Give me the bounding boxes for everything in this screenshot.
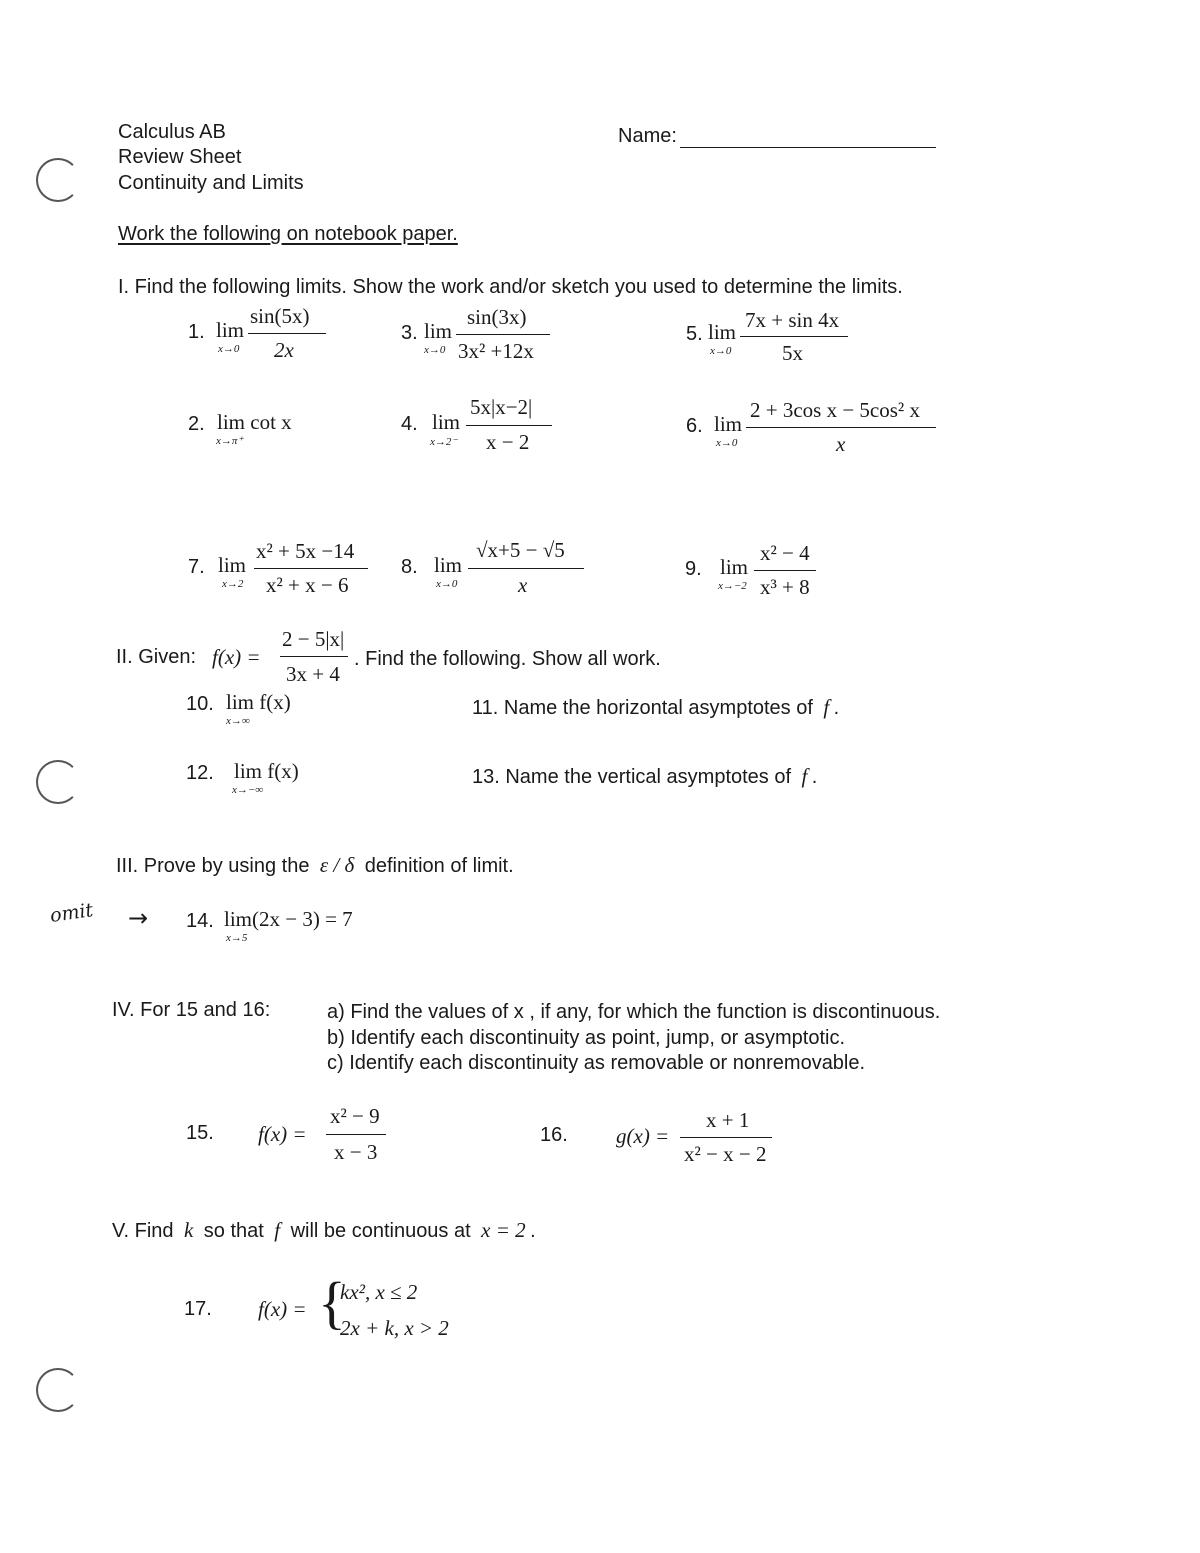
fraction-bar [248, 333, 326, 334]
denominator: x − 3 [334, 1140, 378, 1164]
numerator: x² − 9 [330, 1104, 380, 1128]
k-symbol: k [183, 1218, 194, 1242]
problem-number: 10. [186, 693, 214, 715]
handwritten-arrow: → [128, 904, 149, 932]
problem-number: 5. [686, 323, 703, 345]
case-1: kx², x ≤ 2 [340, 1280, 418, 1304]
problem-number: 17. [184, 1298, 212, 1320]
problem-11 [472, 695, 839, 720]
problem-number: 7. [188, 556, 205, 578]
problem-number: 3. [401, 322, 418, 344]
problem-number: 4. [401, 413, 418, 435]
period: . [833, 697, 840, 719]
denominator: 5x [782, 341, 803, 365]
section5-heading [112, 1218, 536, 1243]
lim-expression: lim f(x) [226, 690, 291, 714]
lim: lim [432, 410, 461, 434]
function-denominator: 3x + 4 [286, 662, 340, 686]
numerator: 7x + sin 4x [745, 308, 840, 332]
topic-title: Continuity and Limits [118, 172, 304, 194]
fraction-bar [280, 656, 348, 657]
denominator: x³ + 8 [760, 575, 810, 599]
lim: lim [714, 412, 743, 436]
numerator: √x+5 − √5 [476, 538, 565, 562]
instruction: Work the following on notebook paper. [118, 223, 458, 245]
fraction-bar [254, 568, 368, 569]
lim-sub: x→0 [424, 344, 446, 356]
lim-expression: lim cot x [217, 410, 292, 434]
lim-sub: x→∞ [226, 715, 250, 727]
section4-part-b: b) Identify each discontinuity as point, jump, or asymptotic. [327, 1027, 846, 1049]
lim: lim [434, 553, 463, 577]
function-symbol: f [823, 695, 830, 719]
lim-sub: x→0 [710, 345, 732, 357]
name-label: Name: [618, 125, 677, 147]
continuity-condition: x = 2 [481, 1218, 526, 1242]
section4-part-c: c) Identify each discontinuity as removable or nonremovable. [327, 1052, 866, 1074]
problem-number: 15. [186, 1122, 214, 1144]
fraction-bar [466, 425, 552, 426]
lim-sub: x→0 [716, 437, 738, 449]
lim-sub: x→0 [218, 343, 240, 355]
numerator: x² − 4 [760, 541, 810, 565]
binder-hole-top [36, 158, 80, 202]
lim-sub: x→−2 [718, 580, 747, 592]
lim-sub: x→5 [226, 932, 248, 944]
numerator: x + 1 [706, 1108, 750, 1132]
section4-part-a: a) Find the values of x , if any, for which the function is discontinuous. [327, 1001, 941, 1023]
denominator: 2x [274, 338, 294, 362]
numerator: x² + 5x −14 [256, 539, 355, 563]
denominator: 3x² +12x [458, 339, 534, 363]
course-title: Calculus AB [118, 121, 226, 143]
problem-number: 9. [685, 558, 702, 580]
case-2: 2x + k, x > 2 [340, 1316, 449, 1340]
heading-part-a: III. Prove by using the [116, 855, 310, 877]
function-numerator: 2 − 5|x| [282, 627, 345, 651]
heading-part-c: will be continuous at [290, 1220, 471, 1242]
function-lhs: g(x) = [616, 1124, 670, 1148]
lim-sub: x→−∞ [232, 784, 264, 796]
section1-heading: I. Find the following limits. Show the work and/or sketch you used to determine the limits. [118, 276, 903, 298]
function-lhs: f(x) = [258, 1122, 307, 1146]
lim: lim [216, 318, 245, 342]
epsilon-delta-symbol: ε / δ [319, 853, 355, 877]
piecewise-brace: { [318, 1270, 346, 1335]
lim: lim [708, 320, 737, 344]
lim: lim [424, 319, 453, 343]
fraction-bar [740, 336, 848, 337]
fraction-bar [754, 570, 816, 571]
problem-number: 1. [188, 321, 205, 343]
lim: lim [218, 553, 247, 577]
section3-heading [116, 853, 514, 878]
heading-part-a: V. Find [112, 1220, 174, 1242]
section4-heading: IV. For 15 and 16: [112, 999, 271, 1021]
given-label: II. Given: [116, 646, 197, 668]
handwritten-omit-note: omit [48, 899, 95, 927]
lim-expression: lim f(x) [234, 759, 299, 783]
fraction-bar [746, 427, 936, 428]
binder-hole-bottom [36, 1368, 80, 1412]
problem-number: 16. [540, 1124, 568, 1146]
denominator: x² + x − 6 [266, 573, 349, 597]
denominator: x [836, 432, 846, 456]
function-symbol: f [801, 764, 808, 788]
section2-instruction: . Find the following. Show all work. [354, 648, 661, 670]
denominator: x − 2 [486, 430, 530, 454]
lim-expression: lim(2x − 3) = 7 [224, 907, 353, 931]
function-lhs: f(x) = [258, 1297, 307, 1321]
numerator: 5x|x−2| [470, 395, 533, 419]
period: . [530, 1220, 536, 1242]
fraction-bar [680, 1137, 772, 1138]
lim-sub: x→2⁻ [430, 436, 458, 448]
period: . [811, 766, 818, 788]
problem-number: 2. [188, 413, 205, 435]
problem-number: 8. [401, 556, 418, 578]
lim: lim [720, 555, 749, 579]
problem-number: 14. [186, 910, 214, 932]
heading-part-b: definition of limit. [364, 855, 514, 877]
fraction-bar [326, 1134, 386, 1135]
fraction-bar [456, 334, 550, 335]
problem-13 [472, 764, 817, 789]
fraction-bar [468, 568, 584, 569]
numerator: sin(3x) [467, 305, 527, 329]
problem-text: 11. Name the horizontal asymptotes of [472, 697, 813, 719]
numerator: 2 + 3cos x − 5cos² x [750, 398, 920, 422]
lim-sub: x→2 [222, 578, 244, 590]
function-lhs: f(x) = [212, 645, 261, 669]
denominator: x [518, 573, 528, 597]
problem-number: 6. [686, 415, 703, 437]
lim-sub: x→π⁺ [216, 435, 244, 447]
heading-part-b: so that [203, 1220, 264, 1242]
lim-sub: x→0 [436, 578, 458, 590]
problem-number: 12. [186, 762, 214, 784]
numerator: sin(5x) [250, 304, 310, 328]
sheet-title: Review Sheet [118, 146, 242, 168]
problem-text: 13. Name the vertical asymptotes of [472, 766, 792, 788]
name-line [680, 147, 936, 148]
binder-hole-middle [36, 760, 80, 804]
denominator: x² − x − 2 [684, 1142, 767, 1166]
function-symbol: f [274, 1218, 281, 1242]
